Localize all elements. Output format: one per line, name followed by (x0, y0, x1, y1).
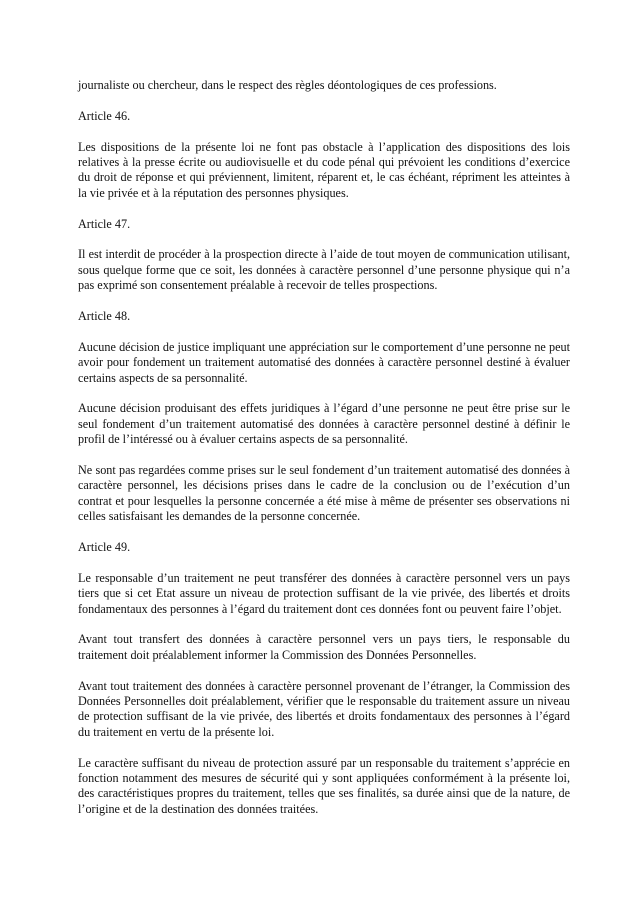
article-47-paragraph: Il est interdit de procéder à la prospection directe à l’aide de tout moyen de communication utilisant, sous quelque forme que ce soit, les données à caractère personnel d’une personne physique qui n’a pas exprimé son consentement préalable à recevoir de telles prospections. (78, 247, 570, 293)
document-page (78, 78, 570, 833)
paragraph-continuation: journaliste ou chercheur, dans le respect des règles déontologiques de ces professions. (78, 78, 497, 92)
article-49-heading: Article 49. (78, 540, 131, 555)
article-49-paragraph-1: Le responsable d’un traitement ne peut transférer des données à caractère personnel vers un pays tiers que si cet Etat assure un niveau de protection suffisant de la vie privée, des libertés et droits fondamentaux des personnes à l’égard du traitement dont ces données font ou peuvent faire l’objet. (78, 570, 570, 616)
article-48-paragraph-1: Aucune décision de justice impliquant une appréciation sur le comportement d’une personne ne peut avoir pour fondement un traitement automatisé des données à caractère personnel destiné à évaluer certains aspects de sa personnalité. (78, 339, 570, 385)
article-47-heading: Article 47. (78, 216, 131, 231)
article-48-heading: Article 48. (78, 309, 131, 324)
article-48-paragraph-2: Aucune décision produisant des effets juridiques à l’égard d’une personne ne peut être prise sur le seul fondement d’un traitement automatisé des données à caractère personnel destiné à définir le profil de l’intéressé ou à évaluer certains aspects de sa personnalité. (78, 401, 570, 447)
article-49-paragraph-2: Avant tout transfert des données à caractère personnel vers un pays tiers, le responsable du traitement doit préalablement informer la Commission des Données Personnelles. (78, 632, 570, 662)
article-49-paragraph-3: Avant tout traitement des données à caractère personnel provenant de l’étranger, la Commission des Données Personnelles doit préalablement, vérifier que le responsable du traitement assure un niveau de protection suffisant de la vie privée, des libertés et droits fondamentaux des personnes à l’égard du traitement en vertu de la présente loi. (78, 678, 570, 739)
article-48-paragraph-3: Ne sont pas regardées comme prises sur le seul fondement d’un traitement automatisé des données à caractère personnel, les décisions prises dans le cadre de la conclusion ou de l’exécution d’un contrat et pour lesquelles la personne concernée a été mise à même de présenter ses observations ni celles satisfaisant les demandes de la personne concernée. (78, 463, 570, 524)
article-49-paragraph-4: Le caractère suffisant du niveau de protection assuré par un responsable du traitement s’apprécie en fonction notamment des mesures de sécurité qui y sont appliquées conformément à la présente loi, des caractéristiques propres du traitement, telles que ses finalités, sa durée ainsi que de la nature, de l’origine et de la destination des données traitées. (78, 755, 570, 816)
article-46-paragraph: Les dispositions de la présente loi ne font pas obstacle à l’application des dispositions des lois relatives à la presse écrite ou audiovisuelle et du code pénal qui prévoient les conditions d’exercice du droit de réponse et qui préviennent, limitent, réparent et, le cas échéant, répriment les atteintes à la vie privée et à la réputation des personnes physiques. (78, 139, 570, 200)
article-46-heading: Article 46. (78, 108, 131, 123)
